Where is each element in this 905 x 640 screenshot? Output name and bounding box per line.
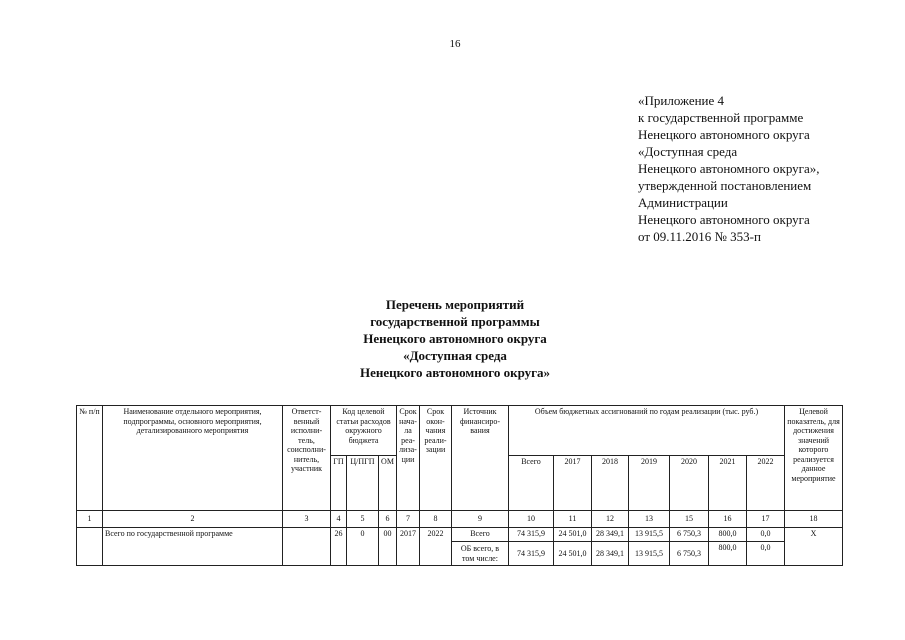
row-2022: 0,0: [747, 528, 785, 542]
row-responsible: [283, 528, 331, 566]
appendix-line: «Доступная среда: [638, 144, 738, 159]
row-end: 2022: [420, 528, 452, 566]
header-code: Код целевой статьи расходов окружного бюджета: [331, 406, 397, 456]
column-number: 9: [452, 511, 509, 528]
row-gp: 26: [331, 528, 347, 566]
header-name: Наименование отдельного мероприятия, подпрограммы, основного мероприятия, детализированного мероприятия: [103, 406, 283, 511]
header-code-om: ОМ: [379, 456, 397, 511]
title-line: Перечень мероприятий: [385, 297, 525, 312]
row-2019: 13 915,5: [629, 542, 670, 566]
column-number: 1: [77, 511, 103, 528]
header-year-2018: 2018: [592, 456, 629, 511]
column-number: 5: [347, 511, 379, 528]
column-number: 10: [509, 511, 554, 528]
row-2019: 13 915,5: [629, 528, 670, 542]
header-total: Всего: [509, 456, 554, 511]
row-cgp: 0: [347, 528, 379, 566]
column-number: 8: [420, 511, 452, 528]
row-2020: 6 750,3: [670, 542, 709, 566]
row-total: 74 315,9: [509, 528, 554, 542]
appendix-line: Администрации: [638, 195, 728, 210]
appendix-line: Ненецкого автономного округа»,: [638, 161, 820, 176]
header-end: Срок окон-чания реали-зации: [420, 406, 452, 511]
row-2021: 800,0: [709, 542, 747, 566]
row-2018: 28 349,1: [592, 542, 629, 566]
header-year-2021: 2021: [709, 456, 747, 511]
column-number: 4: [331, 511, 347, 528]
header-volume: Объем бюджетных ассигнований по годам реализации (тыс. руб.): [509, 406, 785, 456]
header-code-gp: ГП: [331, 456, 347, 511]
column-number: 17: [747, 511, 785, 528]
row-2017: 24 501,0: [554, 542, 592, 566]
appendix-line: к государственной программе: [638, 110, 804, 125]
document-title: [300, 296, 610, 381]
column-number: 12: [592, 511, 629, 528]
column-number: 15: [670, 511, 709, 528]
column-number: 16: [709, 511, 747, 528]
page-number: 16: [449, 38, 461, 50]
header-code-cgp: Ц/ПГП: [347, 456, 379, 511]
row-2021: 800,0: [709, 528, 747, 542]
appendix-block: [638, 92, 820, 245]
title-line: Ненецкого автономного округа»: [359, 365, 551, 380]
header-responsible: Ответст-венный исполни-тель, соисполни-нитель, участник: [283, 406, 331, 511]
header-target: Целевой показатель, для достижения значений которого реализуется данное мероприятие: [785, 406, 843, 511]
header-year-2022: 2022: [747, 456, 785, 511]
column-number: 6: [379, 511, 397, 528]
appendix-line: Ненецкого автономного округа: [638, 127, 810, 142]
header-year-2020: 2020: [670, 456, 709, 511]
row-2017: 24 501,0: [554, 528, 592, 542]
header-year-2017: 2017: [554, 456, 592, 511]
column-number: 7: [397, 511, 420, 528]
column-number: 11: [554, 511, 592, 528]
row-num-cell: [77, 528, 103, 566]
row-target: Х: [785, 528, 843, 566]
column-number: 13: [629, 511, 670, 528]
row-om: 00: [379, 528, 397, 566]
row-source: ОБ всего, в том числе:: [452, 542, 509, 566]
row-start: 2017: [397, 528, 420, 566]
row-2022: 0,0: [747, 542, 785, 566]
row-name: Всего по государственной программе: [103, 528, 283, 566]
appendix-line: от 09.11.2016 № 353-п: [638, 229, 761, 244]
row-2018: 28 349,1: [592, 528, 629, 542]
header-num: № п/п: [77, 406, 103, 511]
appendix-line: Ненецкого автономного округа: [638, 212, 810, 227]
activities-table: [76, 405, 843, 566]
header-year-2019: 2019: [629, 456, 670, 511]
header-source: Источник финансиро-вания: [452, 406, 509, 511]
title-line: Ненецкого автономного округа: [363, 331, 547, 346]
row-2020: 6 750,3: [670, 528, 709, 542]
appendix-line: «Приложение 4: [638, 93, 725, 108]
title-line: «Доступная среда: [403, 348, 507, 363]
header-start: Срок нача-ла реа-лиза-ции: [397, 406, 420, 511]
title-line: государственной программы: [370, 314, 540, 329]
column-number: 2: [103, 511, 283, 528]
column-number: 18: [785, 511, 843, 528]
row-source: Всего: [452, 528, 509, 542]
column-number: 3: [283, 511, 331, 528]
appendix-line: утвержденной постановлением: [638, 178, 812, 193]
table-row: [77, 528, 843, 542]
row-total: 74 315,9: [509, 542, 554, 566]
